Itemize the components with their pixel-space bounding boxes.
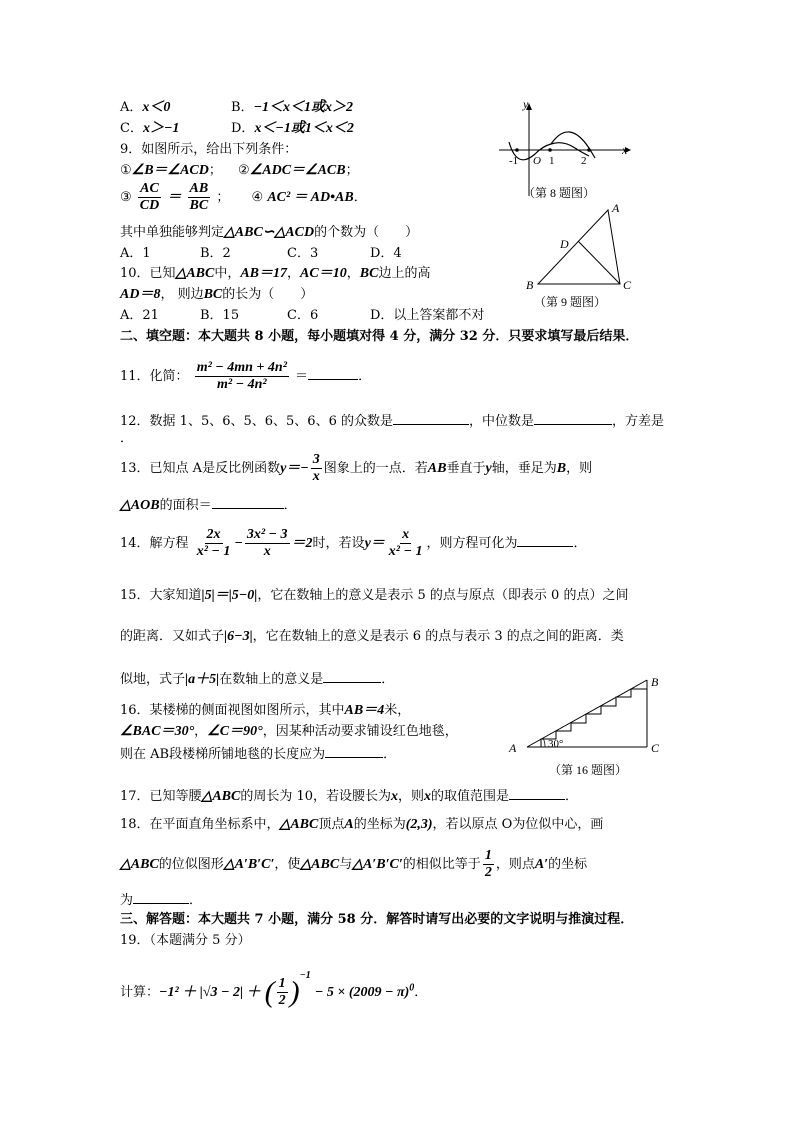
q13-line-1: 13．已知点 A是反比例函数y＝− $\frac{3}{x}$ 图象上的一点．若AB垂直于y轴，垂足为B，则 — [120, 452, 593, 484]
q19-heading: 19．（本题满分 5 分） — [120, 933, 251, 948]
q16-blank — [325, 745, 383, 758]
fig9-label-a: A — [612, 201, 620, 215]
q18-line-2: △ABC的位似图形△A′B′C′，使△ABC与△A′B′C′的相似比等于 $\frac{1}{2}$ ，则点A′的坐标 — [120, 848, 588, 880]
q15-line-3: 似地，式子|a＋5|在数轴上的意义是 ． — [120, 672, 395, 687]
q9-conditions-3-4: ③ $\frac{AC}{CD}$ ＝ $\frac{AB}{BC}$ ； ④ AC² ＝ AD•AB． — [120, 181, 367, 213]
fig8-x-label: x — [622, 143, 628, 157]
q9-option-b: B．2 — [200, 246, 231, 261]
fig8-tick-1: 1 — [549, 155, 555, 167]
q17-blank — [509, 787, 565, 800]
q11-blank — [308, 367, 358, 380]
q14-blank — [517, 534, 573, 547]
q12-blank-mode — [393, 412, 469, 425]
q19-expression: 计算：−1² ＋ |√3 − 2| ＋ ( $\frac{1}{2}$ )$^{-1} - 5 \times (2009 - \pi)^0$． — [120, 970, 428, 1009]
q10-option-a: A．21 — [120, 308, 159, 323]
q9-option-c: C．3 — [287, 246, 319, 261]
q15-line-1: 15．大家知道|5|＝|5−0|，它在数轴上的意义是表示 5 的点与原点（即表示 0 的点）之间 — [120, 588, 629, 603]
q9-question: 其中单独能够判定△ABC∽△ACD的个数为（ ） — [120, 225, 419, 240]
fig9-label-c: C — [623, 278, 632, 292]
q15-blank — [323, 670, 381, 683]
fig8-tick-2: 2 — [581, 155, 587, 167]
q10-option-b: B．15 — [200, 308, 240, 323]
q9-conditions-1-2: ①∠B＝∠ACD； ②∠ADC＝∠ACB； — [120, 163, 359, 178]
q16-line-1: 16．某楼梯的侧面视图如图所示，其中AB＝4米， — [120, 703, 411, 718]
q13-blank — [212, 496, 284, 509]
q13-line-2: △AOB的面积＝ ． — [120, 498, 297, 513]
q16-line-2: ∠BAC＝30°，∠C＝90°，因某种活动要求铺设红色地毯， — [120, 724, 458, 739]
q8-option-a: A．x＜0 — [120, 100, 171, 115]
fig9-label-d: D — [560, 237, 569, 251]
q16-line-3: 则在 AB段楼梯所铺地毯的长度应为 ． — [120, 747, 397, 762]
q10-line-1: 10．已知△ABC中，AB＝17，AC＝10，BC边上的高 — [120, 266, 431, 281]
fig9-caption: （第 9 题图） — [534, 295, 607, 309]
q10-option-c: C．6 — [287, 308, 319, 323]
q9-option-d: D．4 — [370, 246, 402, 261]
q12-end: ． — [120, 431, 134, 446]
fig16-label-b: B — [651, 675, 659, 689]
figure-8-graph — [495, 98, 635, 200]
q8-option-b: B．−1＜x＜1或x＞2 — [231, 100, 354, 115]
q10-option-d: D．以上答案都不对 — [370, 308, 485, 323]
section-3-heading: 三、解答题：本大题共 7 小题，满分 58 分．解答时请写出必要的文字说明与推演过程． — [120, 912, 634, 927]
q12: 12．数据 1、5、6、5、6、5、6、6 的众数是 ，中位数是 ，方差是 — [120, 414, 665, 429]
fig16-label-c: C — [651, 741, 660, 755]
section-2-heading: 二、填空题：本大题共 8 小题，每小题填对得 4 分，满分 32 分．只要求填写最后结果． — [120, 329, 639, 344]
fig8-origin: O — [533, 155, 541, 167]
fig8-caption: （第 8 题图） — [523, 186, 596, 200]
fig8-y-label: y — [523, 97, 529, 111]
q18-line-3: 为 ． — [120, 893, 203, 908]
q10-line-2: AD＝8， 则边BC的长为（ ） — [120, 287, 314, 302]
q14: 14．解方程 $\frac{2x}{\text{x² − 1}}$ − $\frac{\text{3x² − 3}}{x}$ ＝2时，若设y＝ $\frac{x}{\text{x² − 1}}$ ，则方程可化为 ． — [120, 527, 587, 559]
q8-option-d: D．x＜−1或1＜x＜2 — [231, 121, 354, 136]
q17: 17．已知等腰△ABC的周长为 10，若设腰长为x，则x的取值范围是 ． — [120, 789, 579, 804]
q18-line-1: 18．在平面直角坐标系中，△ABC顶点A的坐标为(2,3)，若以原点 O为位似中心，画 — [120, 817, 604, 832]
fig8-tick-minus1: -1 — [509, 155, 519, 167]
fig16-label-a: A — [509, 741, 517, 755]
q11: 11．化简： $\frac{\text{m² − 4mn + 4n²}}{\text{m² − 4n²}}$ ＝ ． — [120, 360, 372, 392]
fig16-caption: （第 16 题图） — [549, 763, 628, 777]
figure-16-staircase — [505, 672, 675, 782]
q9-option-a: A．1 — [120, 246, 151, 261]
q18-blank — [133, 891, 189, 904]
fig9-label-b: B — [526, 278, 534, 292]
q9-stem: 9．如图所示，给出下列条件： — [120, 142, 298, 157]
q8-option-c: C．x＞−1 — [120, 121, 180, 136]
q12-blank-median — [534, 412, 612, 425]
figure-9-triangle — [520, 198, 630, 310]
fig16-angle: 30° — [548, 738, 564, 750]
q15-line-2: 的距离．又如式子|6−3|，它在数轴上的意义是表示 6 的点与表示 3 的点之间的距离．类 — [120, 629, 624, 644]
